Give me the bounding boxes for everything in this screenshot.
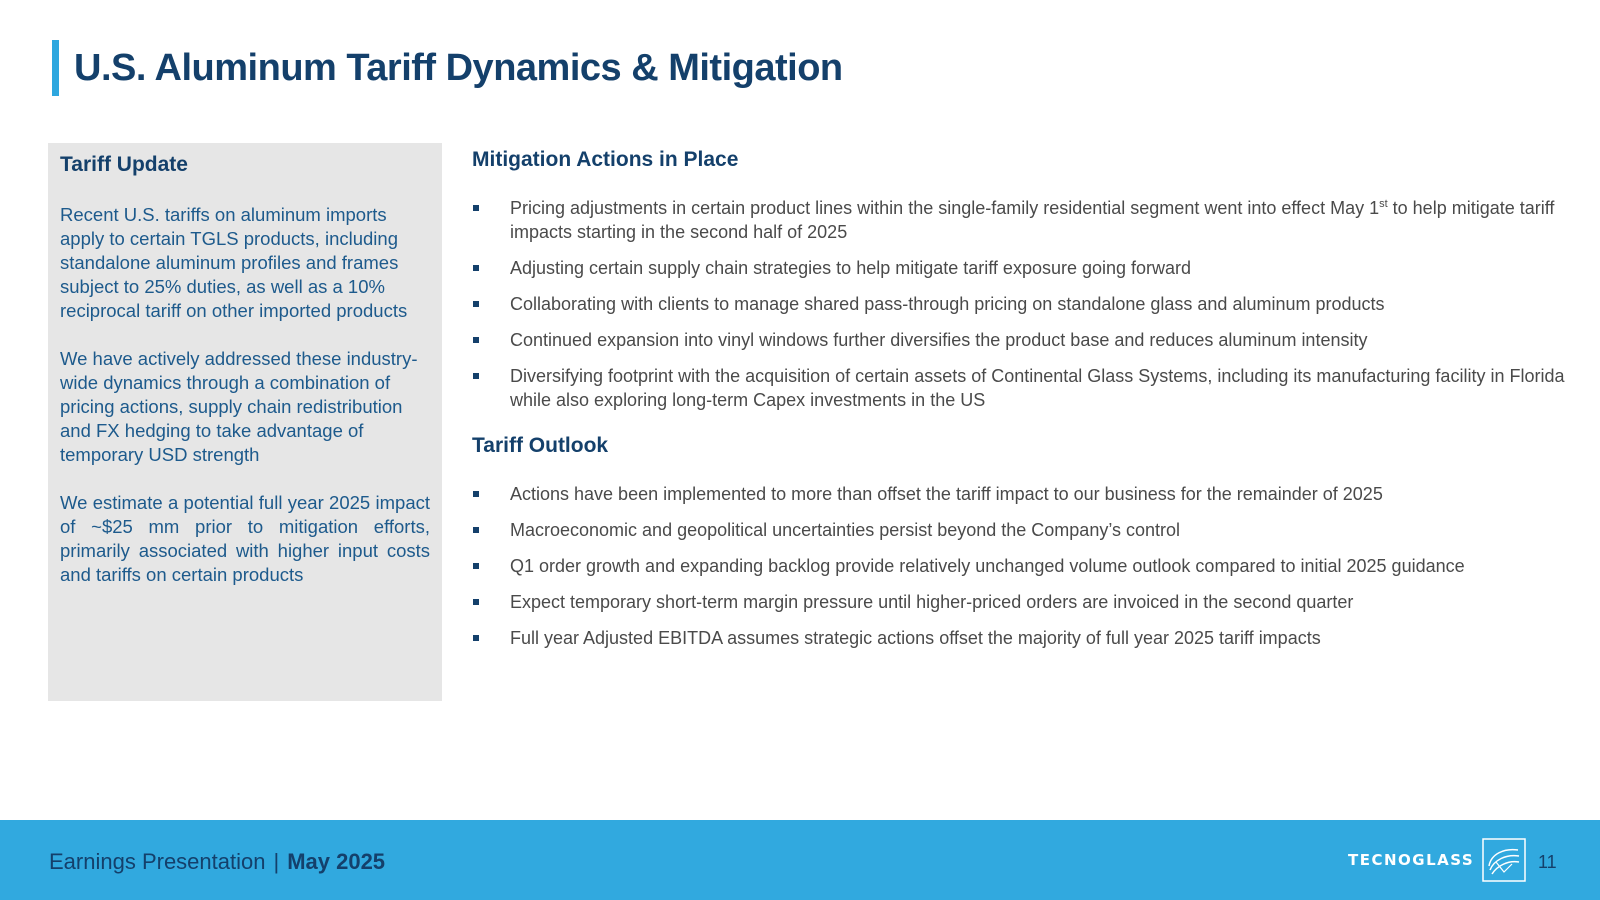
list-item	[472, 196, 1572, 244]
presentation-name: Earnings Presentation	[49, 849, 266, 874]
mitigation-item-5-text: Diversifying footprint with the acquisition of certain assets of Continental Glass Systems, including its manufacturing facility in Florida while also exploring long-term Capex investments in the US	[510, 366, 1565, 410]
square-bullet-icon	[473, 563, 479, 569]
page-title: U.S. Aluminum Tariff Dynamics & Mitigation	[74, 47, 843, 89]
mitigation-item-1-text-continued: to help mitigate tariff impacts starting in the second half of 2025	[510, 198, 1555, 242]
outlook-item-1-text: Actions have been implemented to more than offset the tariff impact to our business for the remainder of 2025	[510, 484, 1383, 504]
list-item	[472, 518, 1572, 542]
outlook-item-3-text: Q1 order growth and expanding backlog provide relatively unchanged volume outlook compared to initial 2025 guidance	[510, 556, 1465, 576]
square-bullet-icon	[473, 527, 479, 533]
square-bullet-icon	[473, 301, 479, 307]
presentation-date: May 2025	[287, 849, 386, 874]
tariff-update-heading: Tariff Update	[60, 153, 188, 176]
page-number: 11	[1538, 852, 1557, 872]
footer-separator: |	[273, 849, 280, 874]
mitigation-heading: Mitigation Actions in Place	[472, 148, 739, 171]
mitigation-item-3-text: Collaborating with clients to manage shared pass-through pricing on standalone glass and aluminum products	[510, 294, 1385, 314]
square-bullet-icon	[473, 205, 479, 211]
outlook-item-2-text: Macroeconomic and geopolitical uncertainties persist beyond the Company’s control	[510, 520, 1181, 540]
outlook-item-4-text: Expect temporary short-term margin pressure until higher-priced orders are invoiced in the second quarter	[510, 592, 1354, 612]
outlook-list	[472, 482, 1572, 650]
outlook-item-5-text: Full year Adjusted EBITDA assumes strategic actions offset the majority of full year 2025 tariff impacts	[510, 628, 1321, 648]
square-bullet-icon	[473, 265, 479, 271]
list-item	[472, 482, 1572, 506]
footer-bar	[0, 820, 1600, 900]
tariff-update-paragraph-1: Recent U.S. tariffs on aluminum imports apply to certain TGLS products, including standalone aluminum profiles and frames subject to 25% duties, as well as a 10% reciprocal tariff on other imported products	[60, 204, 408, 321]
tariff-update-paragraph-2: We have actively addressed these industry-wide dynamics through a combination of pricing actions, supply chain redistribution and FX hedging to take advantage of temporary USD strength	[60, 348, 418, 465]
square-bullet-icon	[473, 599, 479, 605]
mitigation-list	[472, 196, 1572, 412]
list-item	[472, 554, 1572, 578]
mitigation-item-4-text: Continued expansion into vinyl windows further diversifies the product base and reduces aluminum intensity	[510, 330, 1368, 350]
square-bullet-icon	[473, 491, 479, 497]
mitigation-item-1-text: Pricing adjustments in certain product lines within the single-family residential segment went into effect May 1	[510, 198, 1380, 218]
tecnoglass-logo	[1348, 838, 1526, 882]
list-item	[472, 256, 1572, 280]
footer-label	[49, 848, 385, 876]
outlook-heading: Tariff Outlook	[472, 434, 609, 457]
main-content	[472, 146, 1572, 670]
list-item	[472, 328, 1572, 352]
square-bullet-icon	[473, 635, 479, 641]
tecnoglass-logo-icon	[1482, 838, 1526, 882]
list-item	[472, 364, 1572, 412]
tariff-update-paragraph-3: We estimate a potential full year 2025 impact of ~$25 mm prior to mitigation efforts, primarily associated with higher input costs and tariffs on certain products	[60, 492, 430, 585]
list-item	[472, 590, 1572, 614]
ordinal-superscript: st	[1379, 198, 1388, 210]
square-bullet-icon	[473, 373, 479, 379]
title-accent-bar	[52, 40, 59, 96]
square-bullet-icon	[473, 337, 479, 343]
list-item	[472, 292, 1572, 316]
logo-wordmark: TECNOGLASS	[1348, 851, 1475, 869]
list-item	[472, 626, 1572, 650]
mitigation-item-2-text: Adjusting certain supply chain strategies to help mitigate tariff exposure going forward	[510, 258, 1192, 278]
tariff-update-panel	[48, 143, 442, 701]
